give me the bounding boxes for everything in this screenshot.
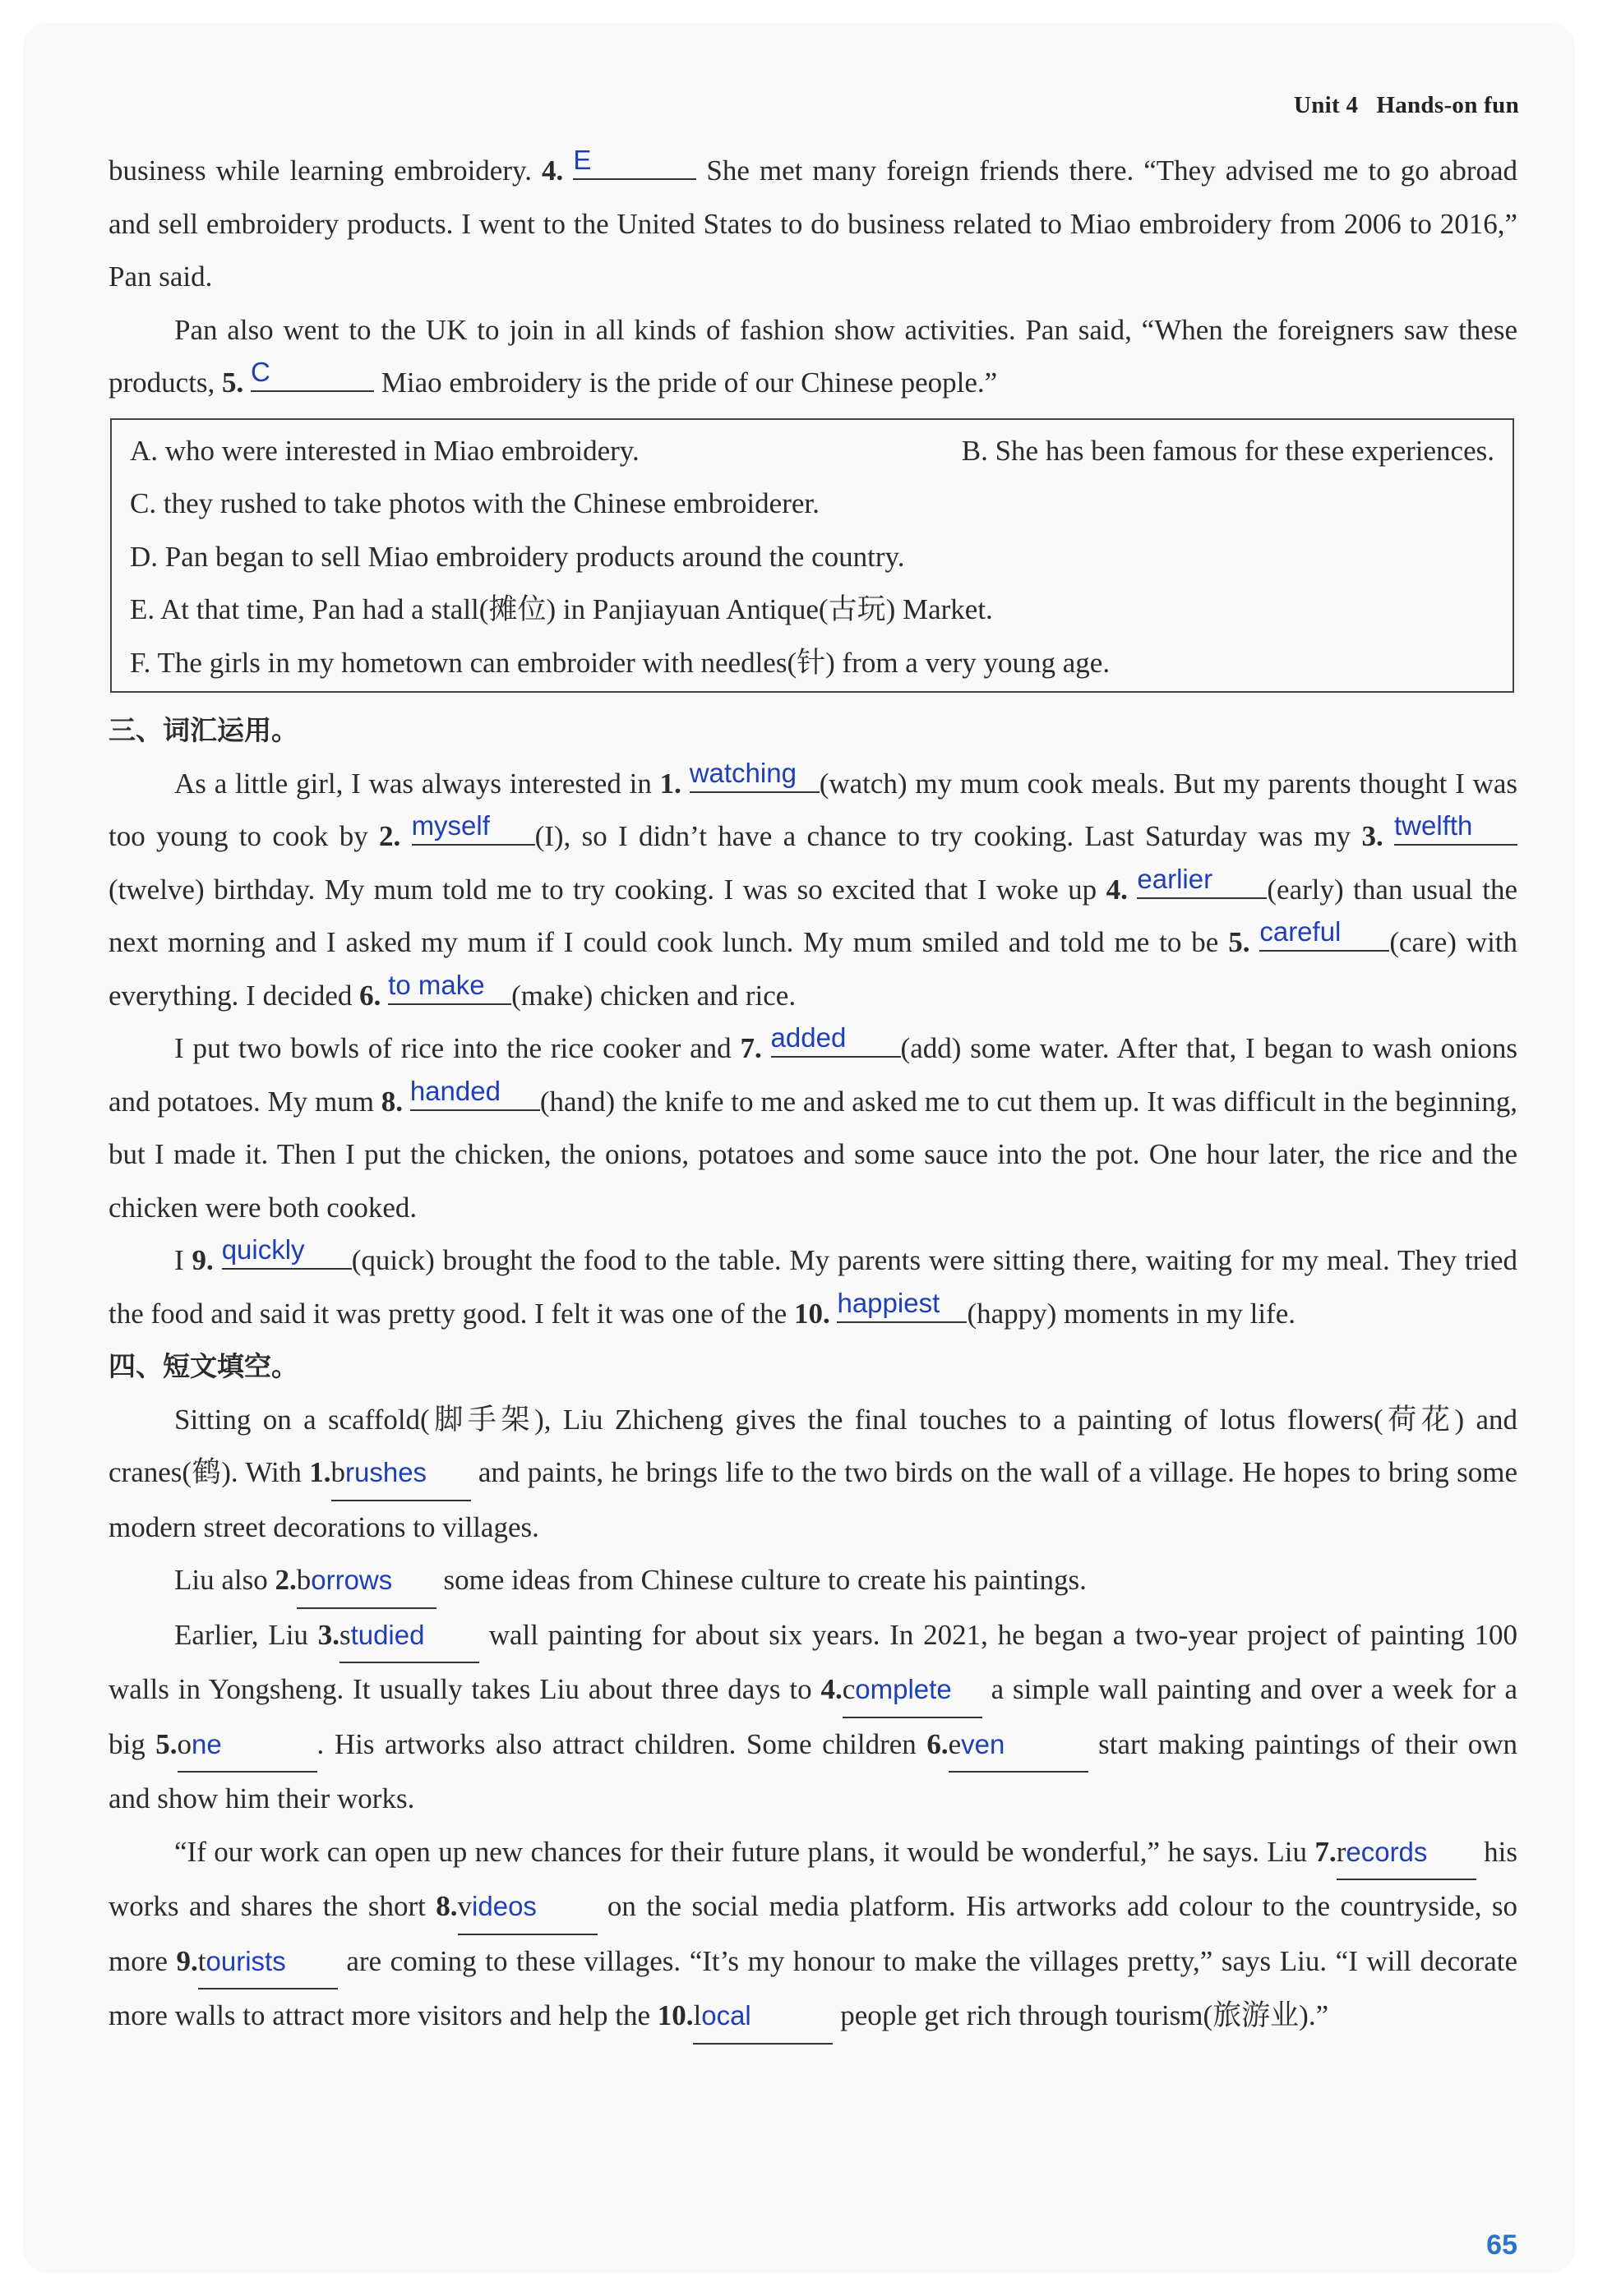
part2-paragraph-2: Pan also went to the UK to join in all kinds of fashion show activities. Pan said, “When the foreigners saw these products, 5. C Miao embroidery is the pride of our Chinese people.”	[109, 313, 1517, 399]
part3-title: 三、词汇运用。	[109, 714, 298, 746]
part4-paragraph-1: Sitting on a scaffold(脚手架), Liu Zhicheng gives the final touches to a painting of lotus flowers(荷花) and cranes(鹤). With 1.brushes and paints, he brings life to the two birds on the wall of a village. He hopes to bring some modern street decorations to villages.	[109, 1403, 1517, 1543]
part2-paragraph-1: business while learning embroidery. 4. E She met many foreign friends there. “They advised me to go abroad and sell embroidery products. I went to the United States to do business related to Miao embroidery from 2006 to 2016,” Pan said.	[109, 145, 1518, 293]
word-blank[interactable]: complete	[843, 1663, 982, 1718]
answer-blank[interactable]: twelfth	[1394, 815, 1517, 846]
answer-blank[interactable]: watching	[690, 763, 820, 793]
unit-header	[1294, 92, 1519, 119]
part4-paragraph-3: Earlier, Liu 3.studied wall painting for about six years. In 2021, he began a two-year project of painting 100 walls in Yongsheng. It usually takes Liu about three days to 4.complete a simple wall painting and over a week for a big 5.one . His artworks also attract children. Some children 6.even start making paintings of their own and show him their works.	[109, 1609, 1517, 1826]
options-box	[110, 418, 1514, 694]
part4-paragraph-4: “If our work can open up new chances for their future plans, it would be wonderful,” he says. Liu 7.records his works and shares the short 8.videos on the social media platform. His artworks add colour to the countryside, so more 9.tourists are coming to these villages. “It’s my honour to make the villages pretty,” says Liu. “I will decorate more walls to attract more visitors and help the 10.local people get rich through tourism(旅游业).”	[109, 1826, 1517, 2045]
part4-paragraph-2: Liu also 2.borrows some ideas from Chinese culture to create his paintings.	[109, 1554, 1517, 1609]
option-a: A. who were interested in Miao embroidery.	[130, 434, 640, 467]
word-blank[interactable]: records	[1337, 1826, 1476, 1881]
word-blank[interactable]: borrows	[297, 1554, 436, 1609]
answer-blank[interactable]: added	[771, 1027, 901, 1058]
answer-blank[interactable]: C	[251, 362, 374, 392]
part2-section	[109, 145, 1517, 2045]
unit-label: Unit 4	[1294, 92, 1359, 118]
answer-blank[interactable]: to make	[388, 975, 511, 1005]
word-blank[interactable]: even	[949, 1718, 1088, 1773]
answer-blank[interactable]: earlier	[1137, 869, 1267, 899]
word-blank[interactable]: studied	[339, 1609, 479, 1664]
part3-paragraph-1: As a little girl, I was always interested in 1. watching (watch) my mum cook meals. But my parents thought I was too young to cook by 2. myself (I), so I didn’t have a chance to try cooking. Last Saturday was my 3. twelfth (twelve) birthday. My mum told me to try cooking. I was so excited that I woke up 4. earlier (early) than usual the next morning and I asked my mum if I could cook lunch. My mum smiled and told me to be 5. careful (care) with everything. I decided 6. to make (make) chicken and rice.	[109, 757, 1518, 1012]
word-blank[interactable]: one	[178, 1718, 317, 1773]
answer-blank[interactable]: careful	[1259, 921, 1389, 952]
answer-blank[interactable]: myself	[412, 815, 535, 846]
option-b: B. She has been famous for these experiences.	[961, 434, 1494, 467]
unit-title: Hands-on fun	[1376, 92, 1519, 118]
option-e: E. At that time, Pan had a stall(摊位) in Panjiayuan Antique(古玩) Market.	[130, 593, 993, 625]
word-blank[interactable]: local	[693, 1989, 833, 2045]
page-number: 65	[1486, 2229, 1517, 2261]
part4-title: 四、短文填空。	[109, 1350, 298, 1382]
answer-blank[interactable]: E	[573, 150, 696, 180]
option-d: D. Pan began to sell Miao embroidery products around the country.	[130, 540, 905, 573]
answer-blank[interactable]: quickly	[222, 1239, 352, 1270]
part3-paragraph-2: I put two bowls of rice into the rice cooker and 7. added (add) some water. After that, I began to wash onions and potatoes. My mum 8. handed (hand) the knife to me and asked me to cut them up. It was difficult in the beginning, but I made it. Then I put the chicken, the onions, potatoes and some sauce into the pot. One hour later, the rice and the chicken were both cooked.	[109, 1022, 1518, 1224]
word-blank[interactable]: videos	[458, 1880, 598, 1935]
part3-paragraph-3: I 9. quickly (quick) brought the food to the table. My parents were sitting there, waiting for my meal. They tried the food and said it was pretty good. I felt it was one of the 10. happiest (happy) moments in my life.	[109, 1234, 1517, 1330]
word-blank[interactable]: tourists	[198, 1935, 338, 1990]
option-f: F. The girls in my hometown can embroider with needles(针) from a very young age.	[130, 646, 1111, 679]
option-c: C. they rushed to take photos with the Chinese embroiderer.	[130, 487, 820, 519]
word-blank[interactable]: brushes	[331, 1446, 471, 1501]
answer-blank[interactable]: happiest	[837, 1293, 967, 1323]
answer-blank[interactable]: handed	[410, 1081, 540, 1111]
